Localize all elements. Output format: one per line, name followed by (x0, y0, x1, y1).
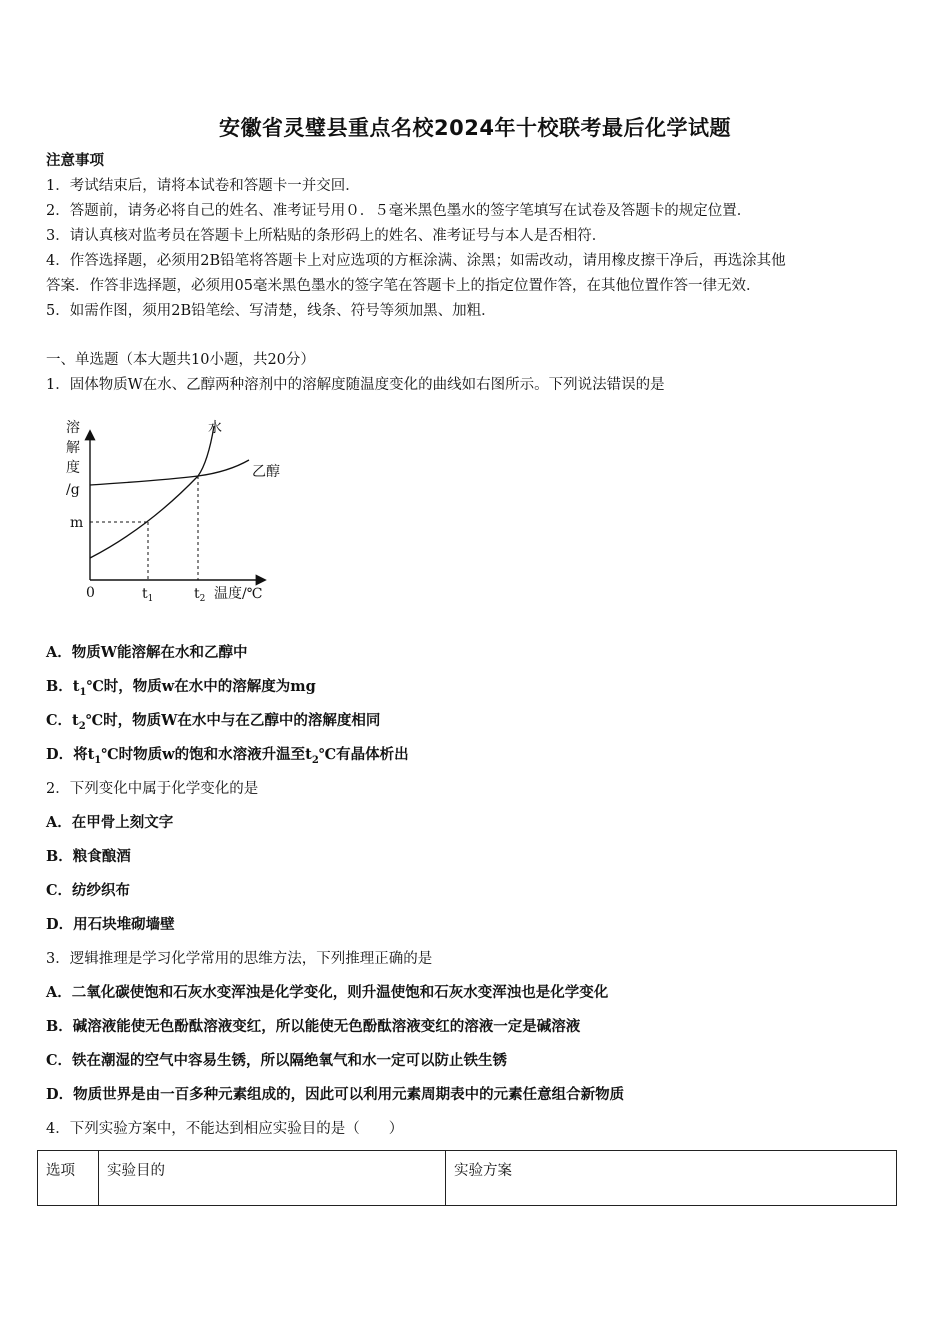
notice-item: 4．作答选择题，必须用2B铅笔将答题卡上对应选项的方框涂满、涂黑；如需改动，请用橡皮擦干净后，再选涂其他 (46, 253, 786, 269)
table-header-cell: 实验方案 (446, 1151, 897, 1206)
q3-option-c: C．铁在潮湿的空气中容易生锈，所以隔绝氧气和水一定可以防止铁生锈 (46, 1052, 508, 1069)
origin-label: 0 (86, 585, 95, 601)
section-heading: 一、单选题（本大题共10小题，共20分） (46, 352, 315, 368)
question-3-stem: 3．逻辑推理是学习化学常用的思维方法，下列推理正确的是 (46, 951, 433, 967)
water-curve (90, 426, 214, 558)
question-1-stem: 1．固体物质W在水、乙醇两种溶剂中的溶解度随温度变化的曲线如右图所示。下列说法错误的是 (46, 377, 665, 393)
solubility-curve-figure (56, 410, 296, 610)
t2-label: $t_2$ (194, 586, 206, 604)
question-4-stem: 4．下列实验方案中，不能达到相应实验目的是（ ） (46, 1121, 404, 1137)
q2-option-c: C．纺纱织布 (46, 882, 131, 899)
solubility-curve-svg (56, 410, 296, 610)
y-label-char: /g (66, 482, 80, 498)
m-label: m (70, 515, 84, 531)
y-label-char: 溶 (66, 420, 80, 436)
q2-option-d: D．用石块堆砌墙壁 (46, 916, 175, 933)
t1-label: $t_1$ (142, 586, 154, 604)
ethanol-label: 乙醇 (252, 464, 280, 480)
y-label-char: 解 (66, 440, 80, 456)
q4-table (37, 1150, 897, 1206)
q2-option-b: B．粮食酿酒 (46, 848, 131, 865)
page-title: 安徽省灵璧县重点名校2024年十校联考最后化学试题 (219, 116, 731, 140)
water-label: 水 (208, 420, 222, 436)
notice-item: 3．请认真核对监考员在答题卡上所粘贴的条形码上的姓名、准考证号与本人是否相符． (46, 228, 607, 244)
q1-option-c: C．$t_2℃$时，物质W在水中与在乙醇中的溶解度相同 (46, 712, 381, 732)
q1-option-b: B．$t_1℃$时，物质w在水中的溶解度为mg (46, 678, 316, 698)
q2-option-a: A．在甲骨上刻文字 (46, 814, 174, 831)
q3-option-b: B．碱溶液能使无色酚酞溶液变红，所以能使无色酚酞溶液变红的溶液一定是碱溶液 (46, 1018, 581, 1035)
x-axis-label: 温度/℃ (214, 586, 263, 602)
ethanol-curve (90, 460, 249, 485)
notice-item: 答案．作答非选择题，必须用05毫米黑色墨水的签字笔在答题卡上的指定位置作答，在其他位置作答一律无效． (46, 278, 761, 294)
q1-option-a: A．物质W能溶解在水和乙醇中 (46, 644, 248, 661)
notice-heading: 注意事项 (46, 152, 104, 169)
y-label-char: 度 (66, 460, 80, 476)
q3-option-a: A．二氧化碳使饱和石灰水变浑浊是化学变化，则升温使饱和石灰水变浑浊也是化学变化 (46, 984, 609, 1001)
notice-item: 1．考试结束后，请将本试卷和答题卡一并交回． (46, 178, 360, 194)
q1-option-d: D．将$t_1℃$时物质w的饱和水溶液升温至$t_2℃$有晶体析出 (46, 746, 409, 766)
table-header-cell: 实验目的 (99, 1151, 446, 1206)
q3-option-d: D．物质世界是由一百多种元素组成的，因此可以利用元素周期表中的元素任意组合新物质 (46, 1086, 625, 1103)
table-header-cell: 选项 (38, 1151, 99, 1206)
table-header-row (38, 1151, 897, 1206)
notice-item: 5．如需作图，须用2B铅笔绘、写清楚，线条、符号等须加黑、加粗． (46, 303, 496, 319)
notice-item: 2．答题前，请务必将自己的姓名、准考证号用０．５毫米黑色墨水的签字笔填写在试卷及答题卡的规定位置． (46, 203, 752, 219)
question-2-stem: 2．下列变化中属于化学变化的是 (46, 781, 259, 797)
